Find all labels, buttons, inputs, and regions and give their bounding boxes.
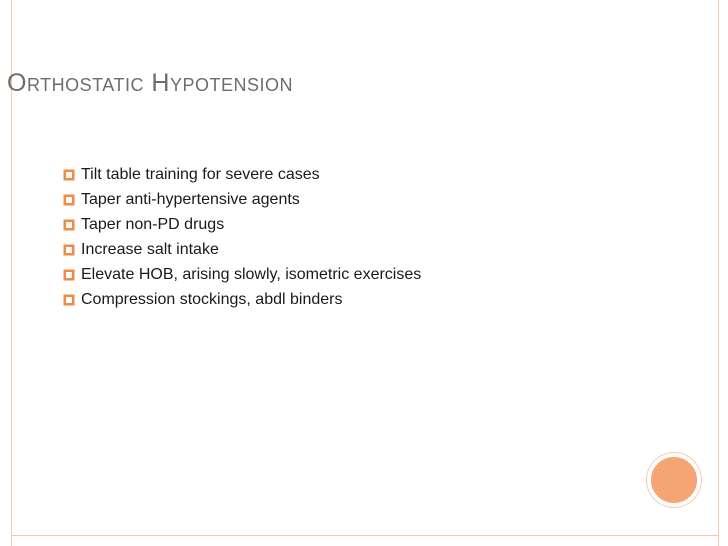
bullet-text: Compression stockings, abdl binders	[81, 290, 343, 308]
list-item	[63, 237, 421, 262]
orange-circle-decoration	[647, 453, 701, 507]
bullet-text: Increase salt intake	[81, 240, 219, 258]
bullet-text: Taper anti-hypertensive agents	[81, 190, 300, 208]
slide-title: Orthostatic Hypotension	[7, 69, 293, 97]
square-bullet-icon	[63, 244, 75, 256]
square-bullet-icon	[63, 169, 75, 181]
bullet-list	[63, 162, 421, 312]
frame-right-line	[718, 0, 719, 546]
square-bullet-icon	[63, 219, 75, 231]
list-item	[63, 262, 421, 287]
bullet-text: Elevate HOB, arising slowly, isometric exercises	[81, 265, 422, 283]
list-item	[63, 287, 421, 312]
list-item	[63, 212, 421, 237]
frame-bottom-line	[11, 535, 719, 536]
square-bullet-icon	[63, 194, 75, 206]
list-item	[63, 162, 421, 187]
square-bullet-icon	[63, 269, 75, 281]
bullet-text: Tilt table training for severe cases	[81, 165, 320, 183]
bullet-text: Taper non-PD drugs	[81, 215, 225, 233]
square-bullet-icon	[63, 294, 75, 306]
list-item	[63, 187, 421, 212]
